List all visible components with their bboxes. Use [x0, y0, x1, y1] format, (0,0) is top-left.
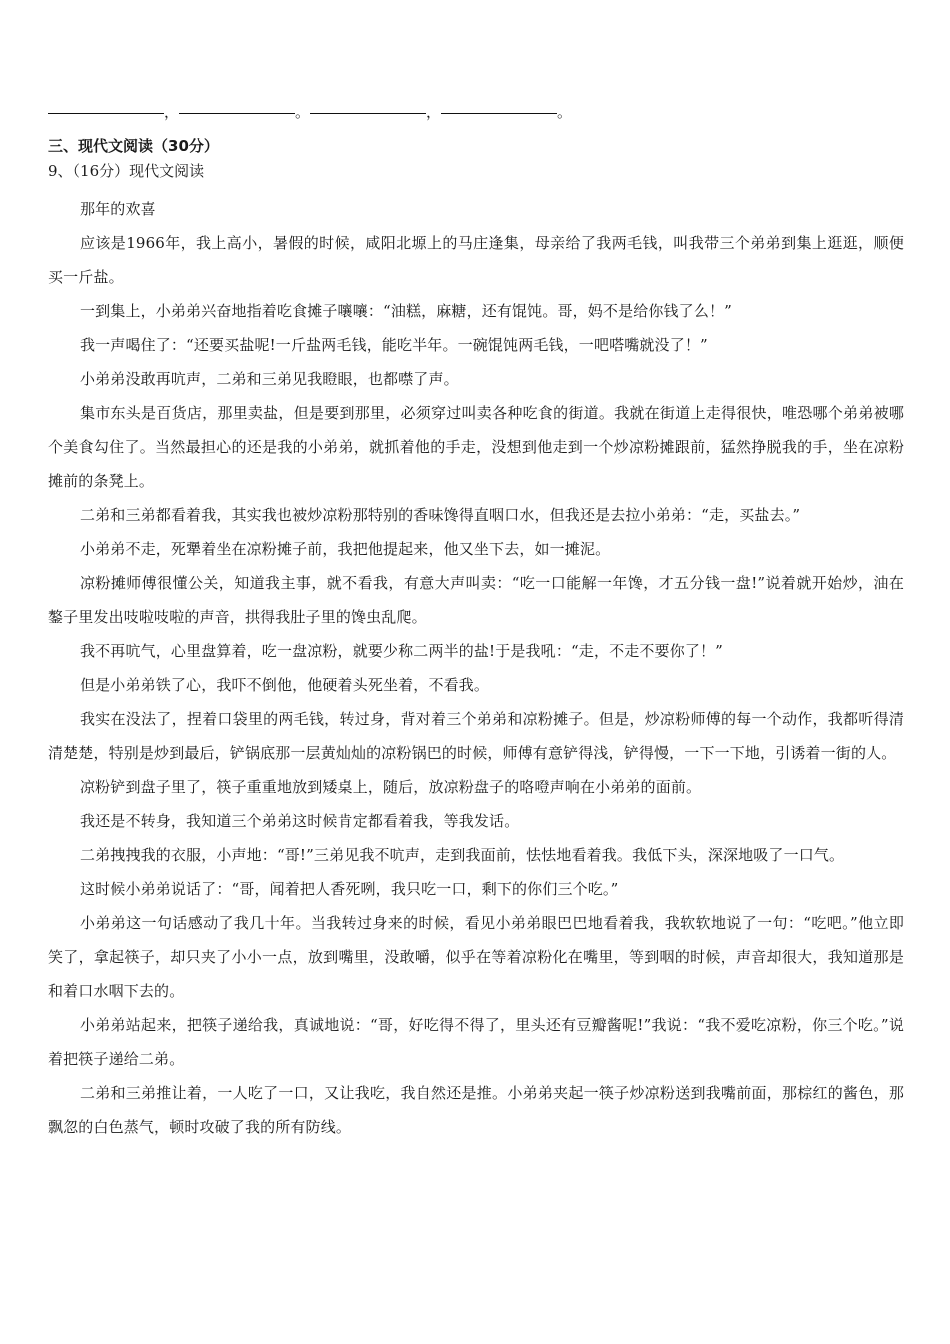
passage-paragraph: 小弟弟站起来，把筷子递给我，真诚地说：“哥，好吃得不得了，里头还有豆瓣酱呢!”我说：“我不爱吃凉粉，你三个吃。”说着把筷子递给二弟。	[48, 1016, 904, 1068]
passage-paragraph: 凉粉铲到盘子里了，筷子重重地放到矮桌上，随后，放凉粉盘子的咯噔声响在小弟弟的面前。	[80, 778, 702, 796]
passage-paragraph: 我还是不转身，我知道三个弟弟这时候肯定都看着我，等我发话。	[80, 812, 520, 830]
passage-paragraph: 我一声喝住了：“还要买盐呢!一斤盐两毛钱，能吃半年。一碗馄饨两毛钱，一吧嗒嘴就没了！”	[80, 336, 708, 354]
passage-paragraph: 小弟弟没敢再吭声，二弟和三弟见我瞪眼，也都噤了声。	[80, 370, 459, 388]
blank-separator: ，	[426, 103, 442, 121]
blank-separator: ，	[164, 103, 180, 121]
blank-separator: 。	[557, 103, 573, 121]
passage-paragraph: 二弟拽拽我的衣服，小声地：“哥!”三弟见我不吭声，走到我面前，怯怯地看着我。我低下头，深深地吸了一口气。	[80, 846, 845, 864]
section-heading: 三、现代文阅读（30分）	[48, 137, 219, 155]
blank-separator: 。	[295, 103, 311, 121]
passage-title: 那年的欢喜	[80, 200, 156, 218]
answer-blank-1[interactable]	[48, 112, 164, 114]
passage-paragraph: 这时候小弟弟说话了：“哥，闻着把人香死咧，我只吃一口，剩下的你们三个吃。”	[80, 880, 619, 898]
answer-blank-4[interactable]	[441, 112, 557, 114]
answer-blank-3[interactable]	[310, 112, 426, 114]
passage-paragraph: 小弟弟这一句话感动了我几十年。当我转过身来的时候，看见小弟弟眼巴巴地看着我，我软软地说了一句：“吃吧。”他立即笑了，拿起筷子，却只夹了小小一点，放到嘴里，没敢嚼，似乎在等着凉粉化在嘴里，等到咽的时候，声音却很大，我知道那是和着口水咽下去的。	[48, 914, 904, 1000]
passage-paragraph: 集市东头是百货店，那里卖盐，但是要到那里，必须穿过叫卖各种吃食的街道。我就在街道上走得很快，唯恐哪个弟弟被哪个美食勾住了。当然最担心的还是我的小弟弟，就抓着他的手走，没想到他走到一个炒凉粉摊跟前，猛然挣脱我的手，坐在凉粉摊前的条凳上。	[48, 404, 904, 490]
passage-paragraph: 凉粉摊师傅很懂公关，知道我主事，就不看我，有意大声叫卖：“吃一口能解一年馋，才五分钱一盘!”说着就开始炒，油在鏊子里发出吱啦吱啦的声音，拱得我肚子里的馋虫乱爬。	[48, 574, 904, 626]
question-label: 9、（16分）现代文阅读	[48, 162, 205, 180]
passage-paragraph: 应该是1966年，我上高小，暑假的时候，咸阳北塬上的马庄逢集，母亲给了我两毛钱，叫我带三个弟弟到集上逛逛，顺便买一斤盐。	[48, 234, 904, 286]
passage-paragraph: 一到集上，小弟弟兴奋地指着吃食摊子嚷嚷：“油糕，麻糖，还有馄饨。哥，妈不是给你钱了么！”	[80, 302, 732, 320]
passage-paragraph: 小弟弟不走，死犟着坐在凉粉摊子前，我把他提起来，他又坐下去，如一摊泥。	[80, 540, 611, 558]
passage-paragraph: 二弟和三弟都看着我，其实我也被炒凉粉那特别的香味馋得直咽口水，但我还是去拉小弟弟：“走，买盐去。”	[80, 506, 801, 524]
answer-blanks-row	[48, 100, 572, 124]
reading-passage	[48, 192, 904, 1144]
passage-paragraph: 二弟和三弟推让着，一人吃了一口，又让我吃，我自然还是推。小弟弟夹起一筷子炒凉粉送到我嘴前面，那棕红的酱色，那飘忽的白色蒸气，顿时攻破了我的所有防线。	[48, 1084, 904, 1136]
passage-paragraph: 我不再吭气，心里盘算着，吃一盘凉粉，就要少称二两半的盐!于是我吼：“走，不走不要你了！”	[80, 642, 723, 660]
passage-paragraph: 但是小弟弟铁了心，我吓不倒他，他硬着头死坐着，不看我。	[80, 676, 490, 694]
passage-paragraph: 我实在没法了，捏着口袋里的两毛钱，转过身，背对着三个弟弟和凉粉摊子。但是，炒凉粉师傅的每一个动作，我都听得清清楚楚，特别是炒到最后，铲锅底那一层黄灿灿的凉粉锅巴的时候，师傅有意铲得浅，铲得慢，一下一下地，引诱着一街的人。	[48, 710, 904, 762]
answer-blank-2[interactable]	[179, 112, 295, 114]
